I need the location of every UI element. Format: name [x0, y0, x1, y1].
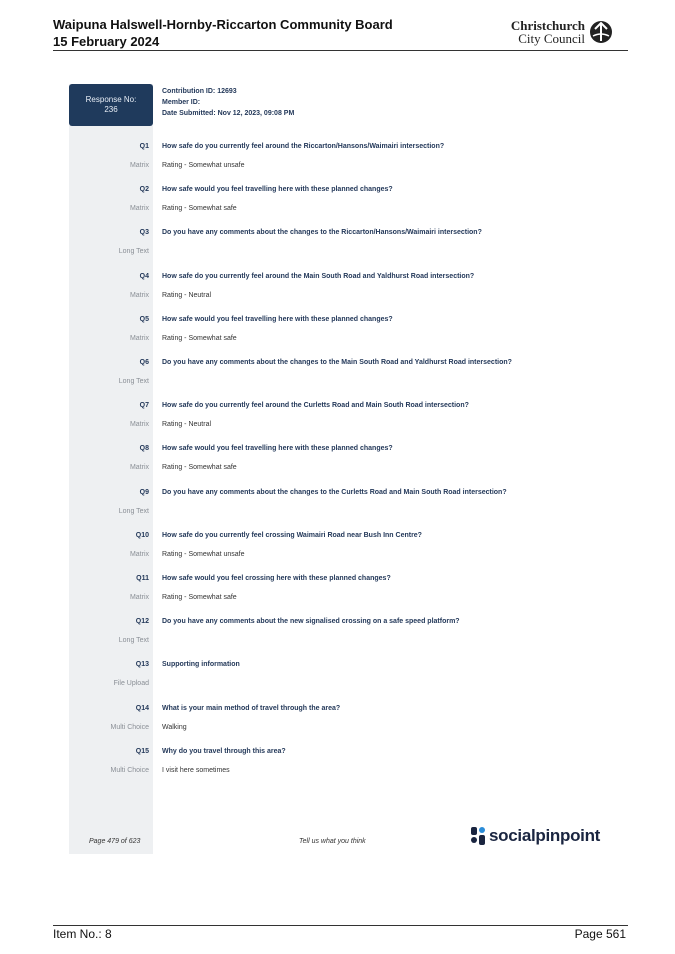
question-text: How safe do you currently feel around the Curletts Road and Main South Road intersection? — [162, 402, 469, 410]
council-emblem-icon — [589, 19, 613, 45]
question-row — [69, 531, 629, 558]
response-number: 236 — [104, 105, 118, 114]
question-type: Matrix — [129, 162, 149, 169]
member-id: Member ID: — [162, 99, 201, 106]
question-answer: Rating - Somewhat unsafe — [162, 550, 245, 558]
embedded-page-number: Page 479 of 623 — [89, 838, 141, 845]
socialpinpoint-logo-icon — [470, 826, 486, 846]
date-value: Nov 12, 2023, 09:08 PM — [217, 110, 295, 117]
brand-name: socialpinpoint — [489, 826, 601, 845]
question-number: Q5 — [139, 315, 149, 323]
footer-divider — [53, 925, 628, 926]
question-answer: Rating - Neutral — [162, 291, 212, 299]
question-text: How safe do you currently feel around the Riccarton/Hansons/Waimairi intersection? — [162, 143, 445, 150]
question-row — [69, 445, 629, 472]
question-answer: Rating - Neutral — [162, 421, 212, 429]
question-number: Q11 — [136, 575, 149, 582]
question-type: Matrix — [129, 550, 149, 558]
question-number: Q10 — [135, 531, 149, 539]
question-row — [69, 575, 629, 601]
submission-meta — [162, 86, 294, 119]
question-row — [69, 315, 629, 342]
question-type: Long Text — [118, 378, 149, 385]
question-row — [69, 618, 629, 645]
question-answer: Rating - Somewhat safe — [162, 205, 237, 213]
question-answer: Rating - Somewhat unsafe — [162, 162, 245, 169]
question-row — [69, 272, 629, 299]
question-text: How safe would you feel travelling here with these planned changes? — [162, 186, 393, 194]
question-type: Long Text — [118, 637, 149, 645]
question-text: How safe would you feel travelling here with these planned changes? — [162, 445, 393, 453]
question-number: Q8 — [139, 445, 149, 453]
question-answer: Rating - Somewhat safe — [162, 334, 237, 342]
question-type: Long Text — [118, 507, 149, 515]
question-number: Q14 — [135, 704, 149, 712]
question-type: Matrix — [129, 291, 149, 299]
question-number: Q4 — [139, 272, 149, 280]
question-row — [69, 143, 629, 169]
question-answer: Walking — [162, 723, 187, 731]
question-type: Multi Choice — [110, 766, 149, 774]
response-label: Response No: — [85, 95, 137, 104]
question-row — [69, 359, 629, 385]
question-type: Matrix — [129, 421, 149, 429]
question-row — [69, 186, 629, 213]
logo-line1: Christchurch — [510, 18, 585, 33]
question-number: Q1 — [139, 143, 149, 150]
tagline: Tell us what you think — [299, 838, 366, 845]
question-number: Q13 — [135, 661, 149, 669]
page-number: Page 561 — [574, 927, 626, 941]
question-type: Matrix — [129, 205, 149, 213]
question-text: How safe would you feel travelling here with these planned changes? — [162, 315, 393, 323]
question-row — [69, 661, 629, 688]
date-label: Date Submitted: — [162, 110, 216, 117]
question-row — [69, 747, 629, 774]
question-row — [69, 402, 629, 429]
question-type: Matrix — [129, 594, 149, 601]
question-text: Why do you travel through this area? — [162, 747, 286, 755]
logo-line2: City Council — [518, 31, 585, 46]
question-number: Q9 — [139, 488, 149, 496]
question-text: Do you have any comments about the changes to the Curletts Road and Main South Road intersection? — [162, 488, 507, 496]
question-type: Multi Choice — [110, 723, 149, 731]
socialpinpoint-brand — [470, 826, 600, 846]
question-text: Supporting information — [162, 661, 240, 669]
council-logo — [511, 16, 613, 48]
header-divider — [53, 50, 628, 51]
question-row — [69, 229, 629, 256]
question-type: Matrix — [129, 334, 149, 342]
date-submitted — [162, 108, 294, 119]
question-text: Do you have any comments about the changes to the Riccarton/Hansons/Waimairi intersection? — [162, 229, 482, 237]
question-text: Do you have any comments about the changes to the Main South Road and Yaldhurst Road intersection? — [162, 359, 512, 366]
question-answer: I visit here sometimes — [162, 766, 230, 774]
question-number: Q6 — [139, 359, 149, 366]
question-type: Matrix — [129, 464, 149, 472]
question-answer: Rating - Somewhat safe — [162, 464, 237, 472]
question-number: Q3 — [139, 229, 149, 237]
question-type: File Upload — [113, 680, 149, 688]
question-text: Do you have any comments about the new signalised crossing on a safe speed platform? — [162, 618, 460, 626]
item-number: Item No.: 8 — [53, 927, 112, 941]
question-text: What is your main method of travel through the area? — [162, 704, 341, 712]
question-answer: Rating - Somewhat safe — [162, 594, 237, 601]
question-type: Long Text — [118, 248, 149, 256]
question-number: Q7 — [139, 402, 149, 410]
question-number: Q15 — [135, 747, 149, 755]
contribution-id: Contribution ID: 12693 — [162, 88, 237, 95]
question-text: How safe would you feel crossing here with these planned changes? — [162, 575, 391, 582]
response-badge — [69, 84, 153, 126]
question-number: Q2 — [139, 186, 149, 194]
document-date: 15 February 2024 — [53, 34, 160, 49]
question-text: How safe do you currently feel around the Main South Road and Yaldhurst Road intersection? — [162, 272, 475, 280]
question-text: How safe do you currently feel crossing Waimairi Road near Bush Inn Centre? — [162, 531, 422, 539]
question-row — [69, 488, 629, 515]
question-row — [69, 704, 629, 731]
document-title: Waipuna Halswell-Hornby-Riccarton Community Board — [53, 17, 393, 32]
question-number: Q12 — [135, 618, 149, 626]
